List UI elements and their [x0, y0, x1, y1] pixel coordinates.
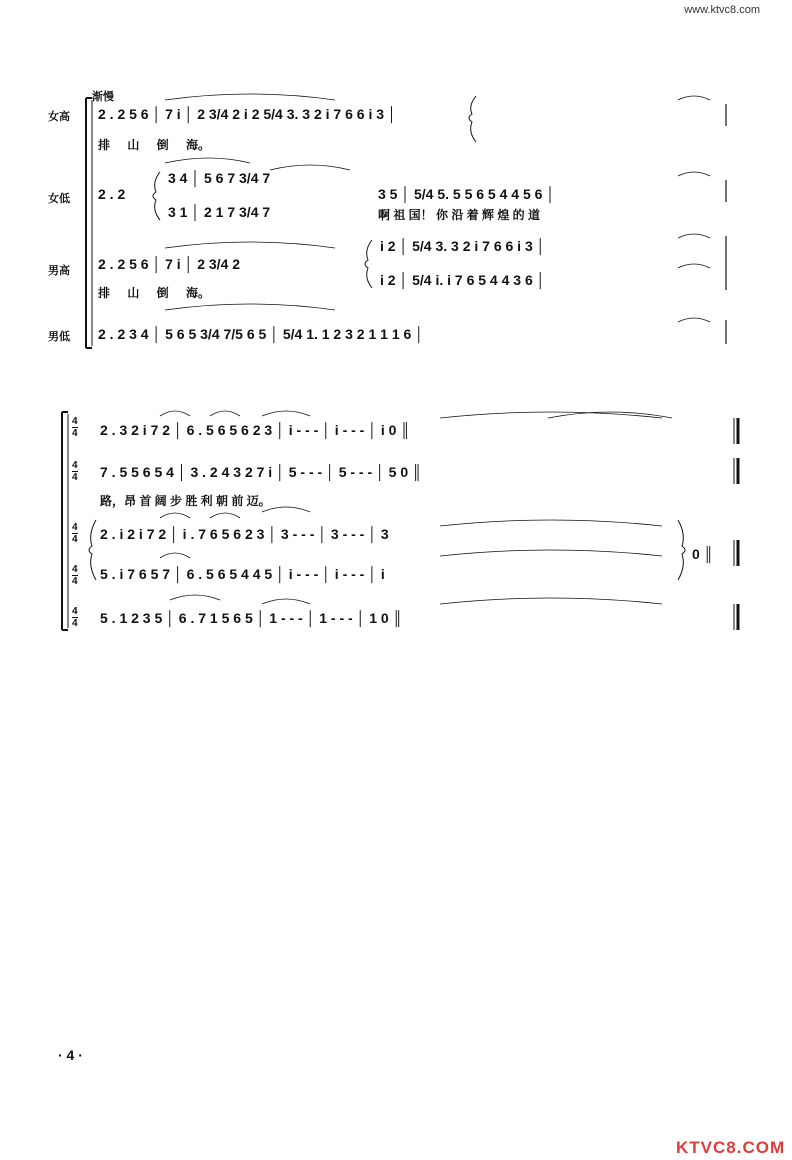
alto-lyrics-sys1: 啊 祖 国！ 你 沿 着 辉 煌 的 道: [378, 208, 541, 222]
soprano-notes-sys2: 2 . 3 2 i 7 2 │ 6 . 5 6 5 6 2 3 │ i - - - │ i - - - │ i 0 ║: [100, 422, 411, 438]
alto-divisi-upper-sys1: 3 4 │ 5 6 7 3/4 7: [168, 170, 271, 186]
bass-notes-sys2: 5 . 1 2 3 5 │ 6 . 7 1 5 6 5 │ 1 - - - │ 1 - - - │ 1 0 ║: [100, 610, 403, 626]
time-signature-4-4: 4 4: [72, 564, 78, 587]
time-signature-4-4: 4 4: [72, 522, 78, 545]
alto-notes-sys2: 7 . 5 5 6 5 4 │ 3 . 2 4 3 2 7 i │ 5 - - - │ 5 - - - │ 5 0 ║: [100, 464, 422, 480]
alto-notes-continued-sys1: 3 5 │ 5/4 5. 5 5 6 5 4 4 5 6 │: [378, 186, 556, 202]
alto-divisi-lower-sys1: 3 1 │ 2 1 7 3/4 7: [168, 204, 271, 220]
soprano-lyrics-sys1: 排 山 倒 海。: [98, 138, 211, 152]
tenor-divisi-lower-sys2: 5 . i 7 6 5 7 │ 6 . 5 6 5 4 4 5 │ i - - - │ i - - - │ i: [100, 566, 385, 582]
tenor-divisi-upper-sys1: i 2 │ 5/4 3. 3 2 i 7 6 6 i 3 │: [380, 238, 546, 254]
tenor-notes-sys1: 2 . 2 5 6 │ 7 i │ 2 3/4 2: [98, 256, 241, 272]
alto-notes-sys1: 2 . 2: [98, 186, 126, 202]
tempo-marking: 渐慢: [92, 91, 114, 103]
time-signature-4-4: 4 4: [72, 606, 78, 629]
time-signature-4-4: 4 4: [72, 460, 78, 483]
soprano-notes-sys1: 2 . 2 5 6 │ 7 i │ 2 3/4 2 i 2 5/4 3. 3 2 i 7 6 6 i 3 │: [98, 106, 397, 122]
page-number: · 4 ·: [58, 1047, 83, 1063]
tenor-ending-sys2: 0 ║: [692, 546, 714, 562]
alto-lyrics-sys2: 路，昂 首 阔 步 胜 利 朝 前 迈。: [100, 494, 271, 508]
tenor-divisi-upper-sys2: 2 . i 2 i 7 2 │ i . 7 6 5 6 2 3 │ 3 - - - │ 3 - - - │ 3: [100, 526, 389, 542]
part-label-alto: 女低: [48, 193, 70, 205]
site-logo-watermark: KTVC8.COM: [676, 1138, 786, 1157]
bass-notes-sys1: 2 . 2 3 4 │ 5 6 5 3/4 7/5 6 5 │ 5/4 1. 1 2 3 2 1 1 1 6 │: [98, 326, 424, 342]
part-label-soprano: 女高: [48, 111, 70, 123]
tenor-lyrics-sys1: 排 山 倒 海。: [98, 286, 211, 300]
part-label-bass: 男低: [48, 331, 70, 343]
tenor-divisi-lower-sys1: i 2 │ 5/4 i. i 7 6 5 4 4 3 6 │: [380, 272, 546, 288]
part-label-tenor: 男高: [48, 265, 70, 277]
time-signature-4-4: 4 4: [72, 416, 78, 439]
site-watermark: www.ktvc8.com: [684, 4, 760, 16]
